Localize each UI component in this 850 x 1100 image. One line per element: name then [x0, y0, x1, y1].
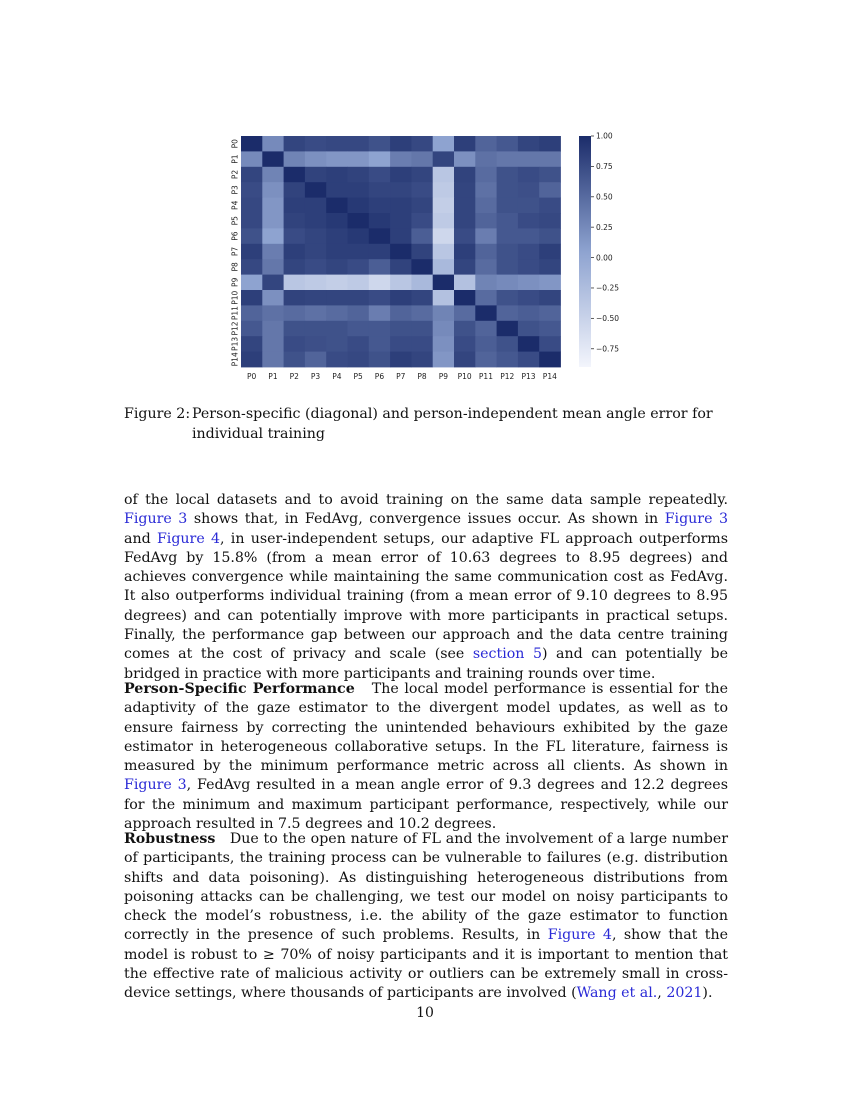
heatmap-cell	[518, 305, 540, 321]
heatmap-cell	[348, 321, 370, 337]
heatmap-cell	[262, 213, 284, 229]
heatmap-cell	[262, 275, 284, 291]
heatmap-cell	[284, 275, 306, 291]
link-figure-4[interactable]: Figure 4	[547, 927, 612, 944]
heatmap-cell	[390, 136, 412, 152]
heatmap-cell	[284, 136, 306, 152]
x-tick-label: P14	[542, 372, 557, 381]
text-span: ,	[657, 985, 667, 1002]
heatmap-cell	[475, 136, 497, 152]
heatmap-cell	[262, 305, 284, 321]
heatmap-cell	[497, 151, 519, 167]
link-section-5[interactable]: section 5	[472, 646, 542, 663]
heatmap-cell	[284, 352, 306, 368]
text-span: Due to the open nature of FL and the involvement of a large number of participants, the training process can be vulnerable to failures (e.g. distribution shifts and data poisoning). As distinguishing heterogeneous distributions from poisoning attacks can be challenging, we test our model on noisy participants to check the model’s robustness, i.e. the ability of the gaze estimator to function correctly in the presence of such problems. Results, in	[124, 831, 728, 944]
page-number: 10	[416, 1005, 434, 1021]
heatmap-cell	[475, 336, 497, 352]
heatmap-cell	[369, 136, 391, 152]
heatmap-cell	[348, 198, 370, 214]
heatmap-cell	[497, 259, 519, 275]
heatmap-cell	[454, 290, 476, 306]
heatmap-cell	[262, 167, 284, 183]
link-citation-author[interactable]: Wang et al.	[576, 985, 658, 1002]
heatmap-cell	[411, 228, 433, 244]
heatmap-cells	[241, 136, 561, 367]
heatmap-cell	[411, 290, 433, 306]
heatmap-cell	[518, 244, 540, 260]
heatmap-cell	[497, 167, 519, 183]
heatmap-cell	[326, 321, 348, 337]
heatmap-cell	[539, 213, 561, 229]
colorbar	[579, 136, 591, 367]
heatmap-cell	[241, 244, 263, 260]
heatmap-cell	[497, 321, 519, 337]
heatmap-cell	[475, 151, 497, 167]
heatmap-cell	[390, 275, 412, 291]
heatmap-cell	[241, 259, 263, 275]
x-tick-label: P12	[500, 372, 515, 381]
y-tick-label: P9	[230, 277, 240, 287]
heatmap-cell	[518, 151, 540, 167]
heatmap-figure	[0, 0, 850, 400]
heatmap-cell	[411, 259, 433, 275]
heatmap-cell	[369, 336, 391, 352]
heatmap-cell	[262, 352, 284, 368]
heatmap-cell	[326, 151, 348, 167]
heatmap-cell	[518, 321, 540, 337]
heatmap-cell	[390, 352, 412, 368]
heatmap-y-tick-labels	[231, 139, 240, 367]
heatmap-cell	[305, 198, 327, 214]
y-tick-label: P13	[230, 336, 240, 351]
heatmap-cell	[262, 228, 284, 244]
x-tick-label: P2	[289, 372, 299, 381]
heatmap-cell	[241, 321, 263, 337]
y-tick-label: P1	[230, 154, 240, 164]
heatmap-cell	[454, 305, 476, 321]
heatmap-cell	[411, 352, 433, 368]
heatmap-cell	[326, 305, 348, 321]
text-span: , FedAvg resulted in a mean angle error of 9.3 degrees and 12.2 degrees for the minimum and maximum participant performance, respectively, while our approach resulted in 7.5 degrees and 10.2 degrees.	[124, 777, 728, 833]
heatmap-cell	[348, 167, 370, 183]
heatmap-cell	[454, 244, 476, 260]
heatmap-cell	[411, 213, 433, 229]
heatmap-cell	[454, 213, 476, 229]
heatmap-cell	[326, 198, 348, 214]
heatmap-cell	[390, 244, 412, 260]
heatmap-cell	[348, 228, 370, 244]
heatmap-cell	[348, 352, 370, 368]
heatmap-cell	[497, 213, 519, 229]
heatmap-cell	[539, 198, 561, 214]
heatmap-cell	[369, 305, 391, 321]
heatmap-cell	[539, 290, 561, 306]
y-tick-label: P0	[230, 139, 240, 149]
heatmap-cell	[241, 136, 263, 152]
x-tick-label: P7	[396, 372, 406, 381]
caption-text: Person-specific (diagonal) and person-independent mean angle error for individual training	[192, 406, 713, 442]
heatmap-cell	[369, 321, 391, 337]
heatmap-cell	[518, 213, 540, 229]
heatmap-cell	[305, 167, 327, 183]
heatmap-cell	[497, 198, 519, 214]
heatmap-cell	[262, 259, 284, 275]
heatmap-cell	[411, 151, 433, 167]
heatmap-cell	[348, 290, 370, 306]
heatmap-cell	[284, 228, 306, 244]
heatmap-cell	[475, 244, 497, 260]
link-figure-3[interactable]: Figure 3	[124, 511, 188, 528]
heatmap-cell	[284, 198, 306, 214]
heatmap-cell	[539, 151, 561, 167]
x-tick-label: P13	[521, 372, 536, 381]
heatmap-cell	[390, 305, 412, 321]
heatmap-cell	[390, 182, 412, 198]
heatmap-cell	[284, 290, 306, 306]
heatmap-cell	[539, 305, 561, 321]
heatmap-cell	[433, 305, 455, 321]
paragraph-person-specific	[124, 680, 728, 834]
heatmap-cell	[433, 167, 455, 183]
heatmap-cell	[305, 275, 327, 291]
heatmap-cell	[454, 275, 476, 291]
figure-caption	[124, 404, 728, 444]
heatmap-cell	[369, 290, 391, 306]
heatmap-cell	[518, 198, 540, 214]
heatmap-cell	[433, 198, 455, 214]
heatmap-cell	[454, 352, 476, 368]
heatmap-cell	[539, 136, 561, 152]
heatmap-cell	[518, 336, 540, 352]
heatmap-cell	[411, 167, 433, 183]
heatmap-cell	[454, 228, 476, 244]
heatmap-cell	[497, 275, 519, 291]
heatmap-cell	[262, 290, 284, 306]
heatmap-cell	[475, 228, 497, 244]
heatmap-cell	[369, 167, 391, 183]
text-span: shows that, in FedAvg, convergence issues occur. As shown in	[193, 511, 659, 528]
heatmap-cell	[348, 305, 370, 321]
heatmap-cell	[433, 228, 455, 244]
heatmap-cell	[433, 275, 455, 291]
heatmap-cell	[241, 167, 263, 183]
heatmap-cell	[539, 182, 561, 198]
heatmap-cell	[390, 213, 412, 229]
heatmap-cell	[326, 352, 348, 368]
y-tick-label: P2	[230, 169, 240, 180]
colorbar-tick-label: −0.50	[596, 314, 619, 324]
heatmap-cell	[305, 244, 327, 260]
heatmap-cell	[305, 259, 327, 275]
y-tick-label: P6	[230, 231, 240, 241]
heatmap-cell	[348, 136, 370, 152]
heatmap-cell	[305, 321, 327, 337]
heatmap-cell	[241, 228, 263, 244]
text-span: , show that the model is robust to ≥ 70% of noisy participants and it is important to mention that the effective rate of malicious activity or outliers can be extremely small in cross-device settings, where thousands of participants are involved (	[124, 927, 728, 1002]
heatmap-cell	[497, 244, 519, 260]
heatmap-cell	[433, 290, 455, 306]
link-figure-3[interactable]: Figure 3	[664, 511, 728, 528]
heatmap-cell	[475, 182, 497, 198]
heatmap-cell	[262, 321, 284, 337]
text-span: and	[124, 530, 151, 547]
heatmap-cell	[411, 244, 433, 260]
heatmap-cell	[326, 259, 348, 275]
y-tick-label: P8	[230, 262, 240, 272]
caption-label: Figure 2:	[124, 406, 191, 422]
paragraph-robustness	[124, 830, 728, 1004]
colorbar-tick-label: 0.25	[596, 222, 613, 232]
link-figure-4[interactable]: Figure 4	[156, 530, 221, 547]
heatmap-cell	[454, 167, 476, 183]
heatmap-cell	[433, 244, 455, 260]
heatmap-cell	[284, 259, 306, 275]
heatmap-cell	[369, 244, 391, 260]
heatmap-cell	[539, 228, 561, 244]
heatmap-cell	[518, 228, 540, 244]
heatmap-cell	[284, 305, 306, 321]
heatmap-cell	[475, 352, 497, 368]
x-tick-label: P0	[247, 372, 257, 381]
heatmap-cell	[433, 151, 455, 167]
heatmap-cell	[326, 228, 348, 244]
colorbar-tick-label: 1.00	[596, 131, 613, 141]
heatmap-cell	[305, 352, 327, 368]
heatmap-cell	[454, 336, 476, 352]
heatmap-cell	[475, 167, 497, 183]
text-span: ) and can potentially be bridged in practice with more participants and training rounds over time.	[124, 646, 729, 682]
heatmap-cell	[475, 290, 497, 306]
heatmap-cell	[369, 275, 391, 291]
heatmap-cell	[305, 290, 327, 306]
colorbar-tick-label: 0.00	[596, 253, 613, 263]
heatmap-cell	[497, 228, 519, 244]
colorbar-tick-labels	[591, 132, 619, 354]
heatmap-cell	[284, 321, 306, 337]
heatmap-cell	[497, 290, 519, 306]
heatmap-cell	[518, 167, 540, 183]
y-tick-label: P3	[230, 185, 240, 195]
heatmap-cell	[497, 352, 519, 368]
heatmap-cell	[539, 167, 561, 183]
heatmap-cell	[411, 305, 433, 321]
x-tick-label: P9	[438, 372, 448, 381]
heatmap-cell	[305, 182, 327, 198]
x-tick-label: P8	[417, 372, 427, 381]
heatmap-cell	[411, 136, 433, 152]
heatmap-cell	[241, 290, 263, 306]
heatmap-cell	[539, 336, 561, 352]
heatmap-cell	[326, 136, 348, 152]
heatmap-cell	[433, 352, 455, 368]
heatmap-cell	[262, 182, 284, 198]
x-tick-label: P1	[268, 372, 278, 381]
heatmap-cell	[369, 213, 391, 229]
heatmap-cell	[284, 213, 306, 229]
heatmap-cell	[433, 136, 455, 152]
link-figure-3[interactable]: Figure 3	[124, 777, 187, 794]
colorbar-tick-label: 0.75	[596, 162, 613, 172]
heatmap-cell	[369, 228, 391, 244]
heatmap-cell	[348, 275, 370, 291]
heatmap-cell	[475, 321, 497, 337]
heatmap-cell	[539, 244, 561, 260]
heatmap-cell	[305, 151, 327, 167]
heatmap-cell	[433, 336, 455, 352]
heatmap-cell	[284, 151, 306, 167]
heatmap-cell	[390, 290, 412, 306]
heatmap-cell	[305, 336, 327, 352]
heatmap-cell	[348, 151, 370, 167]
heatmap-cell	[241, 182, 263, 198]
x-tick-label: P11	[478, 372, 493, 381]
heatmap-cell	[539, 321, 561, 337]
heatmap-cell	[497, 136, 519, 152]
heatmap-cell	[433, 259, 455, 275]
heatmap-cell	[326, 244, 348, 260]
heatmap-cell	[390, 259, 412, 275]
x-tick-label: P3	[310, 372, 321, 381]
heatmap-cell	[411, 275, 433, 291]
heatmap-cell	[433, 321, 455, 337]
heatmap-cell	[262, 136, 284, 152]
heatmap-cell	[284, 244, 306, 260]
heatmap-cell	[241, 151, 263, 167]
x-tick-label: P6	[374, 372, 385, 381]
heatmap-cell	[454, 182, 476, 198]
text-span: ).	[702, 985, 713, 1002]
heatmap-cell	[475, 213, 497, 229]
heatmap-x-tick-labels	[247, 372, 557, 381]
heatmap-cell	[369, 352, 391, 368]
heatmap-cell	[518, 275, 540, 291]
heatmap-cell	[348, 213, 370, 229]
heatmap-cell	[497, 182, 519, 198]
heatmap-cell	[518, 136, 540, 152]
paragraph-results	[124, 491, 728, 684]
heatmap-cell	[348, 259, 370, 275]
colorbar-tick-label: −0.25	[596, 283, 619, 293]
heatmap-cell	[539, 352, 561, 368]
heatmap-cell	[305, 305, 327, 321]
heatmap-cell	[284, 182, 306, 198]
heatmap-cell	[390, 336, 412, 352]
heatmap-cell	[433, 182, 455, 198]
heatmap-cell	[241, 305, 263, 321]
heatmap-cell	[518, 259, 540, 275]
heatmap-cell	[539, 275, 561, 291]
heatmap-cell	[348, 336, 370, 352]
heatmap-cell	[497, 336, 519, 352]
heatmap-cell	[390, 198, 412, 214]
heatmap-cell	[305, 136, 327, 152]
y-tick-label: P7	[230, 246, 240, 257]
heatmap-cell	[305, 213, 327, 229]
x-tick-label: P4	[332, 372, 342, 381]
heatmap-cell	[348, 244, 370, 260]
heatmap-cell	[454, 259, 476, 275]
heatmap-cell	[326, 213, 348, 229]
heatmap-cell	[390, 228, 412, 244]
y-tick-label: P4	[230, 200, 240, 210]
heatmap-cell	[475, 259, 497, 275]
heatmap-cell	[326, 275, 348, 291]
y-tick-label: P11	[230, 306, 240, 321]
heatmap-cell	[262, 244, 284, 260]
heatmap-cell	[241, 213, 263, 229]
heatmap-cell	[241, 336, 263, 352]
heatmap-cell	[241, 352, 263, 368]
heatmap-cell	[390, 151, 412, 167]
heatmap-cell	[475, 275, 497, 291]
x-tick-label: P5	[353, 372, 363, 381]
heatmap-cell	[411, 182, 433, 198]
y-tick-label: P14	[230, 352, 240, 367]
paragraph-heading: Person-Specific Performance	[124, 681, 355, 697]
heatmap-cell	[433, 213, 455, 229]
heatmap-cell	[348, 182, 370, 198]
heatmap-cell	[262, 198, 284, 214]
heatmap-cell	[326, 167, 348, 183]
heatmap-cell	[539, 259, 561, 275]
text-span: of the local datasets and to avoid training on the same data sample repeatedly.	[124, 492, 728, 508]
heatmap-cell	[262, 336, 284, 352]
heatmap-cell	[475, 305, 497, 321]
heatmap-cell	[284, 336, 306, 352]
heatmap-cell	[326, 336, 348, 352]
heatmap-cell	[497, 305, 519, 321]
colorbar-tick-label: −0.75	[596, 344, 619, 354]
heatmap-cell	[411, 321, 433, 337]
heatmap-cell	[369, 151, 391, 167]
heatmap-cell	[262, 151, 284, 167]
text-span: The local model performance is essential for the adaptivity of the gaze estimator to the divergent model updates, as well as to ensure fairness by correcting the unintended behaviours exhibited by the gaze estimator in heterogeneous collaborative setups. In the FL literature, fairness is measured by the minimum performance metric across all clients. As shown in	[124, 681, 728, 775]
heatmap-cell	[369, 198, 391, 214]
heatmap-cell	[241, 198, 263, 214]
heatmap-cell	[411, 336, 433, 352]
heatmap-cell	[454, 151, 476, 167]
heatmap-cell	[390, 167, 412, 183]
text-span: , in user-independent setups, our adaptive FL approach outperforms FedAvg by 15.8% (from a mean error of 10.63 degrees to 8.95 degrees) and achieves convergence while maintaining the same communication cost as FedAvg. It also outperforms individual training (from a mean error of 9.10 degrees to 8.95 degrees) and can potentially improve with more participants in practical setups. Finally, the performance gap between our approach and the data centre training comes at the cost of privacy and scale (see	[124, 530, 728, 663]
heatmap-cell	[411, 198, 433, 214]
heatmap-cell	[518, 290, 540, 306]
y-tick-label: P12	[230, 321, 240, 336]
heatmap-cell	[390, 321, 412, 337]
heatmap-cell	[326, 290, 348, 306]
paragraph-heading: Robustness	[124, 831, 216, 847]
heatmap-cell	[369, 182, 391, 198]
heatmap-cell	[454, 321, 476, 337]
x-tick-label: P10	[457, 372, 472, 381]
y-tick-label: P5	[230, 216, 240, 226]
heatmap-cell	[305, 228, 327, 244]
link-citation-year[interactable]: 2021	[666, 985, 703, 1002]
colorbar-tick-label: 0.50	[596, 192, 613, 202]
heatmap-cell	[241, 275, 263, 291]
y-tick-label: P10	[230, 290, 240, 305]
heatmap-cell	[518, 182, 540, 198]
heatmap-cell	[454, 136, 476, 152]
heatmap-cell	[284, 167, 306, 183]
heatmap-cell	[454, 198, 476, 214]
heatmap-cell	[326, 182, 348, 198]
heatmap-cell	[518, 352, 540, 368]
heatmap-cell	[369, 259, 391, 275]
heatmap-cell	[475, 198, 497, 214]
